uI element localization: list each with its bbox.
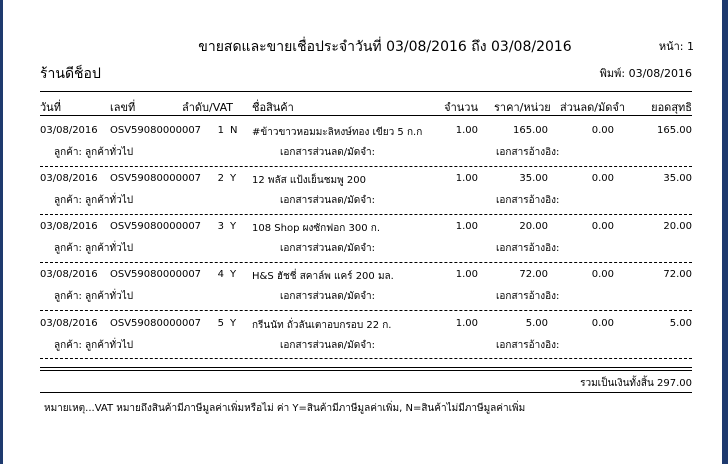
row-doc-discount: เอกสารส่วนลด/มัดจำ: <box>280 340 376 351</box>
row-price: 72.00 <box>519 269 548 280</box>
row-doc-discount: เอกสารส่วนลด/มัดจำ: <box>280 243 376 254</box>
row-product: 12 พลัส แป้งเย็นชมพู 200 <box>252 175 366 186</box>
row-date: 03/08/2016 <box>40 125 98 136</box>
row-separator <box>40 310 692 311</box>
row-seq: 4 <box>217 269 224 280</box>
report-page <box>40 0 692 464</box>
header-bottom-rule <box>40 115 692 116</box>
col-header-discount: ส่วนลด/มัดจำ <box>560 101 626 114</box>
row-separator <box>40 358 692 359</box>
row-qty: 1.00 <box>455 318 478 329</box>
col-header-seq-vat: ลำดับ/VAT <box>182 101 233 114</box>
row-separator <box>40 262 692 263</box>
report-title: ขายสดและขายเชื่อประจำวันที่ 03/08/2016 ถึง 03/08/2016 <box>198 39 572 55</box>
col-header-date: วันที่ <box>40 101 61 114</box>
row-price: 35.00 <box>519 173 548 184</box>
row-doc-ref: เอกสารอ้างอิง: <box>496 340 560 351</box>
grand-total: รวมเป็นเงินทั้งสิ้น 297.00 <box>580 378 692 389</box>
row-product: กรีนนัท ถั่วลันเตาอบกรอบ 22 ก. <box>252 320 392 331</box>
col-header-doc-no: เลขที่ <box>110 101 136 114</box>
row-doc-no: OSV59080000007 <box>110 221 202 232</box>
row-customer: ลูกค้า: ลูกค้าทั่วไป <box>54 340 134 351</box>
row-product: 108 Shop ผงซักฟอก 300 ก. <box>252 223 380 234</box>
row-discount: 0.00 <box>591 221 614 232</box>
vat-footnote: หมายเหตุ...VAT หมายถึงสินค้ามีภาษีมูลค่าเพิ่มหรือไม่ ค่า Y=สินค้ามีภาษีมูลค่าเพิ่ม, N=สินค้าไม่มีภาษีมูลค่าเพิ่ม <box>44 403 526 414</box>
row-doc-no: OSV59080000007 <box>110 318 202 329</box>
row-separator <box>40 214 692 215</box>
col-header-product: ชื่อสินค้า <box>252 101 294 114</box>
row-discount: 0.00 <box>591 318 614 329</box>
row-qty: 1.00 <box>455 221 478 232</box>
row-discount: 0.00 <box>591 173 614 184</box>
row-discount: 0.00 <box>591 269 614 280</box>
row-product: #ข้าวขาวหอมมะลิหงษ์ทอง เขียว 5 ก.ก <box>252 127 423 138</box>
row-seq: 3 <box>217 221 224 232</box>
row-customer: ลูกค้า: ลูกค้าทั่วไป <box>54 147 134 158</box>
row-net: 5.00 <box>669 318 692 329</box>
row-customer: ลูกค้า: ลูกค้าทั่วไป <box>54 291 134 302</box>
row-date: 03/08/2016 <box>40 318 98 329</box>
row-seq: 1 <box>217 125 224 136</box>
row-date: 03/08/2016 <box>40 173 98 184</box>
total-bottom-rule <box>40 392 692 393</box>
row-doc-ref: เอกสารอ้างอิง: <box>496 291 560 302</box>
row-qty: 1.00 <box>455 125 478 136</box>
row-price: 20.00 <box>519 221 548 232</box>
window-frame-left <box>0 0 3 464</box>
row-doc-no: OSV59080000007 <box>110 125 202 136</box>
header-top-rule <box>40 91 692 92</box>
row-vat: Y <box>230 318 237 329</box>
row-discount: 0.00 <box>591 125 614 136</box>
row-vat: N <box>230 125 238 136</box>
col-header-net: ยอดสุทธิ <box>651 101 692 114</box>
col-header-qty: จำนวน <box>444 101 478 114</box>
row-doc-ref: เอกสารอ้างอิง: <box>496 243 560 254</box>
row-doc-discount: เอกสารส่วนลด/มัดจำ: <box>280 195 376 206</box>
row-qty: 1.00 <box>455 173 478 184</box>
row-date: 03/08/2016 <box>40 269 98 280</box>
row-doc-ref: เอกสารอ้างอิง: <box>496 195 560 206</box>
total-top-rule <box>40 367 692 368</box>
row-seq: 2 <box>217 173 224 184</box>
col-header-price: ราคา/หน่วย <box>494 101 551 114</box>
total-top-rule-2 <box>40 370 692 371</box>
row-seq: 5 <box>217 318 224 329</box>
row-vat: Y <box>230 173 237 184</box>
row-date: 03/08/2016 <box>40 221 98 232</box>
row-doc-no: OSV59080000007 <box>110 173 202 184</box>
row-customer: ลูกค้า: ลูกค้าทั่วไป <box>54 243 134 254</box>
row-customer: ลูกค้า: ลูกค้าทั่วไป <box>54 195 134 206</box>
row-product: H&S ฮัชชี่ สคาล์พ แคร์ 200 มล. <box>252 271 394 282</box>
row-net: 20.00 <box>663 221 692 232</box>
shop-name: ร้านดีช็อป <box>40 66 101 82</box>
row-vat: Y <box>230 221 237 232</box>
row-doc-discount: เอกสารส่วนลด/มัดจำ: <box>280 147 376 158</box>
row-price: 5.00 <box>525 318 548 329</box>
row-separator <box>40 166 692 167</box>
page-number: หน้า: 1 <box>658 40 694 53</box>
row-doc-discount: เอกสารส่วนลด/มัดจำ: <box>280 291 376 302</box>
window-frame-right <box>722 0 728 464</box>
row-price: 165.00 <box>513 125 548 136</box>
row-vat: Y <box>230 269 237 280</box>
print-date: พิมพ์: 03/08/2016 <box>599 67 692 80</box>
row-doc-no: OSV59080000007 <box>110 269 202 280</box>
row-net: 35.00 <box>663 173 692 184</box>
row-doc-ref: เอกสารอ้างอิง: <box>496 147 560 158</box>
row-qty: 1.00 <box>455 269 478 280</box>
row-net: 165.00 <box>657 125 692 136</box>
row-net: 72.00 <box>663 269 692 280</box>
